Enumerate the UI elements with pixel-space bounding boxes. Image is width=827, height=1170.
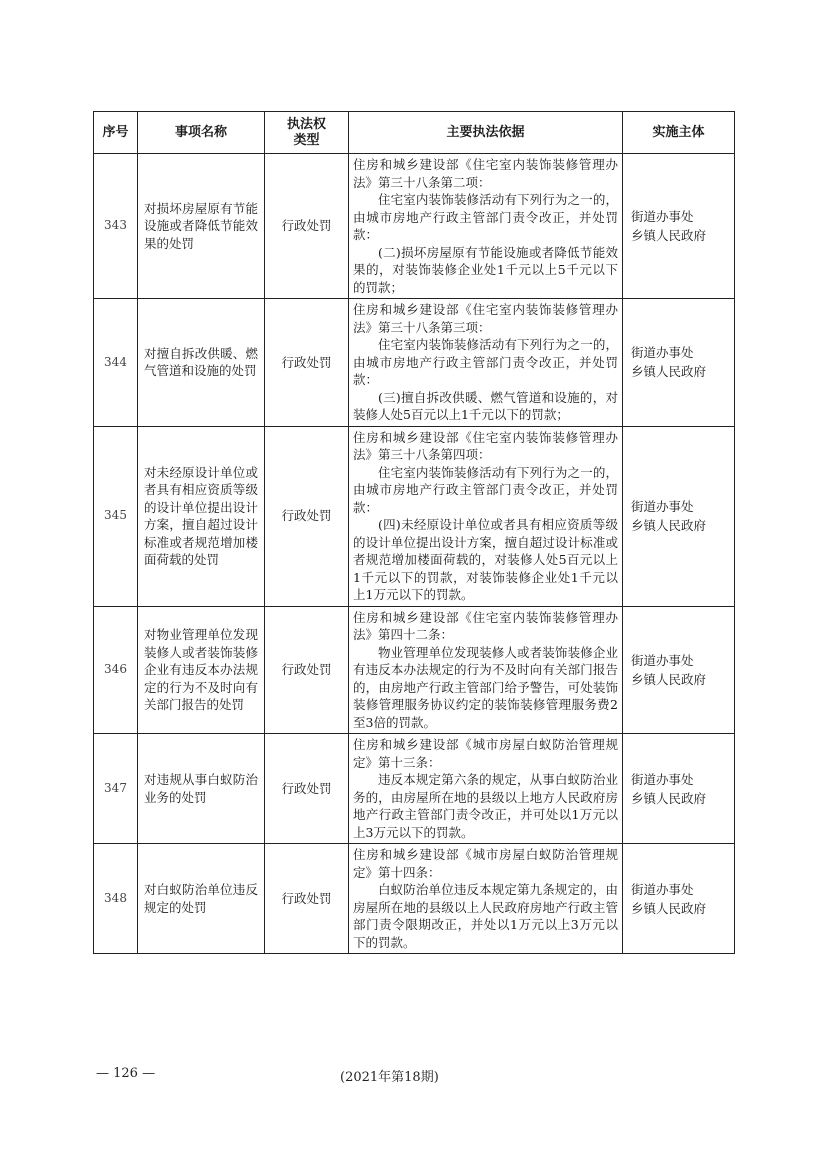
row-item-name: 对白蚁防治单位违反规定的处罚 <box>138 844 265 954</box>
row-enforcement-type: 行政处罚 <box>265 154 349 299</box>
row-enforcement-type: 行政处罚 <box>265 426 349 606</box>
implementing-body-line: 街道办事处 <box>631 652 694 668</box>
row-legal-basis <box>349 426 623 606</box>
basis-clause: 住宅室内装饰装修活动有下列行为之一的，由城市房地产行政主管部门责令改正，并处罚款： <box>353 464 618 515</box>
table-row <box>94 426 735 606</box>
table-row <box>94 844 735 954</box>
implementing-body-line: 街道办事处 <box>631 209 694 224</box>
row-implementing-body <box>623 154 735 299</box>
implementing-body-line: 街道办事处 <box>631 499 694 514</box>
row-implementing-body <box>623 734 735 844</box>
header-type <box>265 112 349 154</box>
row-item-name: 对损坏房屋原有节能设施或者降低节能效果的处罚 <box>138 154 265 299</box>
row-item-name: 对未经原设计单位或者具有相应资质等级的设计单位提出设计方案，擅自超过设计标准或者规范增加楼面荷载的处罚 <box>138 426 265 606</box>
row-legal-basis <box>349 606 623 734</box>
row-enforcement-type: 行政处罚 <box>265 606 349 734</box>
row-item-name: 对擅自拆改供暖、燃气管道和设施的处罚 <box>138 299 265 427</box>
table-row <box>94 299 735 427</box>
page-number: — 126 — <box>96 1066 156 1081</box>
row-implementing-body <box>623 606 735 734</box>
row-enforcement-type: 行政处罚 <box>265 844 349 954</box>
table-row <box>94 154 735 299</box>
row-legal-basis <box>349 734 623 844</box>
table-header-row <box>94 112 735 154</box>
header-basis: 主要执法依据 <box>349 112 623 154</box>
implementing-body-line: 乡镇人民政府 <box>631 228 707 243</box>
row-item-name: 对违规从事白蚁防治业务的处罚 <box>138 734 265 844</box>
basis-source: 住房和城乡建设部《住宅室内装饰装修管理办法》第三十八条第四项： <box>353 429 618 462</box>
basis-clause: 物业管理单位发现装修人或者装饰装修企业有违反本办法规定的行为不及时向有关部门报告的，由房地产行政主管部门给予警告，可处装饰装修管理服务协议约定的装饰装修管理服务费2至3倍的罚款。 <box>353 644 618 730</box>
header-seq: 序号 <box>94 112 138 154</box>
row-enforcement-type: 行政处罚 <box>265 734 349 844</box>
basis-clause: 住宅室内装饰装修活动有下列行为之一的，由城市房地产行政主管部门责令改正，并处罚款： <box>353 337 618 387</box>
table-row <box>94 734 735 844</box>
table-body <box>94 154 735 954</box>
row-implementing-body <box>623 426 735 606</box>
basis-clause: (二)损坏房屋原有节能设施或者降低节能效果的，对装饰装修企业处1千元以上5千元以下的罚款； <box>353 244 618 295</box>
basis-source: 住房和城乡建设部《城市房屋白蚁防治管理规定》第十四条： <box>353 847 618 880</box>
row-legal-basis <box>349 154 623 299</box>
enforcement-table <box>93 111 735 954</box>
header-subject: 实施主体 <box>623 112 735 154</box>
implementing-body-line: 乡镇人民政府 <box>631 790 707 806</box>
implementing-body-line: 乡镇人民政府 <box>631 518 707 533</box>
enforcement-table-wrapper <box>93 111 734 954</box>
basis-source: 住房和城乡建设部《住宅室内装饰装修管理办法》第三十八条第二项： <box>353 157 618 190</box>
basis-clause: (四)未经原设计单位或者具有相应资质等级的设计单位提出设计方案，擅自超过设计标准或者规范增加楼面荷载的，对装修人处5百元以上1千元以下的罚款，对装饰装修企业处1千元以上1万元以下的罚款。 <box>353 517 618 602</box>
row-implementing-body <box>623 844 735 954</box>
row-implementing-body <box>623 299 735 427</box>
row-legal-basis <box>349 299 623 427</box>
implementing-body-line: 乡镇人民政府 <box>631 900 707 916</box>
row-seq: 347 <box>94 734 138 844</box>
implementing-body-line: 乡镇人民政府 <box>631 671 707 687</box>
row-seq: 348 <box>94 844 138 954</box>
basis-source: 住房和城乡建设部《住宅室内装饰装修管理办法》第四十二条： <box>353 609 618 642</box>
row-seq: 343 <box>94 154 138 299</box>
header-type-label: 执法权类型 <box>286 116 326 148</box>
header-name: 事项名称 <box>138 112 265 154</box>
row-seq: 345 <box>94 426 138 606</box>
row-seq: 344 <box>94 299 138 427</box>
table-row <box>94 606 735 734</box>
issue-label: (2021年第18期) <box>340 1070 439 1085</box>
basis-clause: 违反本规定第六条的规定，从事白蚁防治业务的，由房屋所在地的县级以上地方人民政府房地产行政主管部门责令改正，并可处以1万元以上3万元以下的罚款。 <box>353 772 618 840</box>
implementing-body-line: 街道办事处 <box>631 345 694 361</box>
implementing-body-line: 街道办事处 <box>631 881 694 897</box>
row-item-name: 对物业管理单位发现装修人或者装饰装修企业有违反本办法规定的行为不及时向有关部门报告的处罚 <box>138 606 265 734</box>
row-enforcement-type: 行政处罚 <box>265 299 349 427</box>
row-seq: 346 <box>94 606 138 734</box>
basis-clause: 住宅室内装饰装修活动有下列行为之一的，由城市房地产行政主管部门责令改正，并处罚款： <box>353 192 618 242</box>
basis-source: 住房和城乡建设部《住宅室内装饰装修管理办法》第三十八条第三项： <box>353 302 618 335</box>
basis-source: 住房和城乡建设部《城市房屋白蚁防治管理规定》第十三条： <box>353 737 618 770</box>
implementing-body-line: 乡镇人民政府 <box>631 364 707 380</box>
basis-clause: (三)擅自拆改供暖、燃气管道和设施的，对装修人处5百元以上1千元以下的罚款； <box>353 389 618 422</box>
implementing-body-line: 街道办事处 <box>631 771 694 787</box>
basis-clause: 白蚁防治单位违反本规定第九条规定的，由房屋所在地的县级以上人民政府房地产行政主管部门责令限期改正，并处以1万元以上3万元以下的罚款。 <box>353 882 618 950</box>
row-legal-basis <box>349 844 623 954</box>
